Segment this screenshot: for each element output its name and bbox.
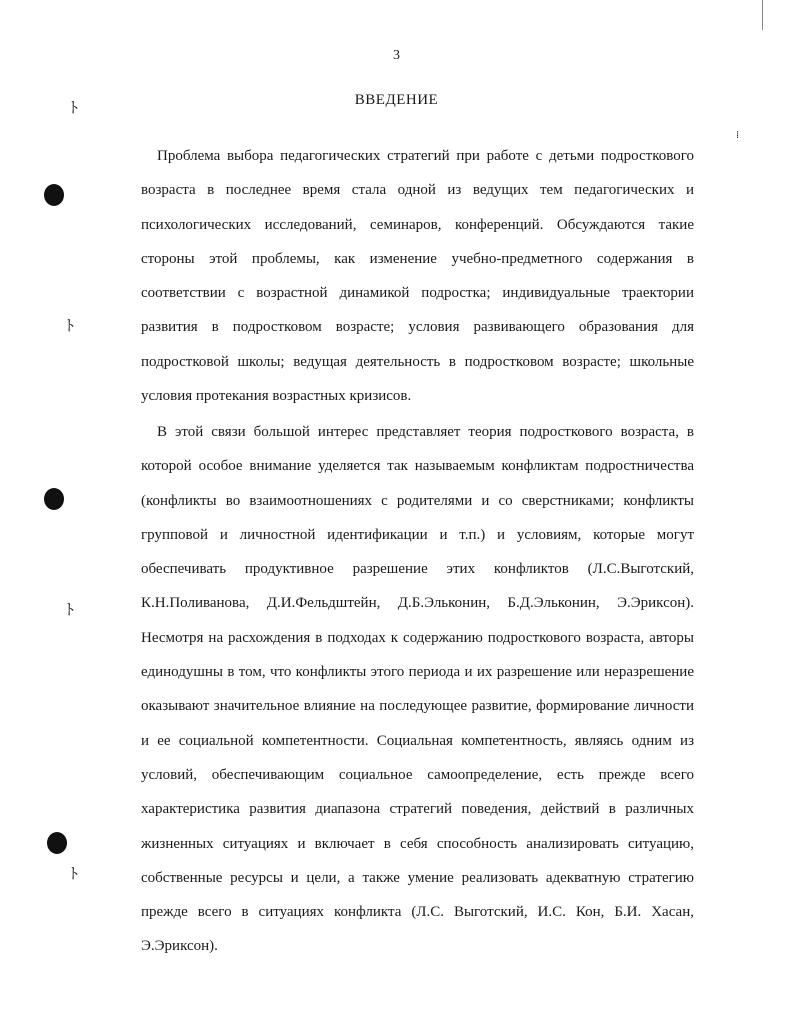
paragraph-line: характеристика развития диапазона стратегий поведения, действий в различных bbox=[141, 801, 694, 818]
paragraph-line: Проблема выбора педагогических стратегий при работе с детьми подросткового bbox=[157, 148, 694, 164]
page-title: ВВЕДЕНИЕ bbox=[354, 92, 439, 108]
paragraph-line: групповой и личностной идентификации и т.п.) и условиям, которые могут bbox=[141, 526, 694, 543]
paragraph-line: В этой связи большой интерес представляет теория подросткового возраста, в bbox=[157, 424, 694, 440]
scan-edge-mark bbox=[762, 0, 763, 30]
scan-speck-mark: ﾄ bbox=[66, 600, 75, 619]
paragraph-line: единодушны в том, что конфликты этого периода и их разрешение или неразрешение bbox=[141, 664, 694, 681]
binder-hole-mark bbox=[47, 832, 67, 854]
paragraph-line: подростковой школы; ведущая деятельность в подростковом возрасте; школьные bbox=[141, 353, 694, 370]
paragraph-line: (конфликты во взаимоотношениях с родителями и со сверстниками; конфликты bbox=[141, 492, 694, 509]
scan-speck-mark: ﾄ bbox=[70, 864, 79, 883]
paragraph-line: оказывают значительное влияние на последующее развитие, формирование личности bbox=[141, 698, 694, 715]
paragraph-line: жизненных ситуациях и включает в себя способность анализировать ситуацию, bbox=[141, 835, 694, 852]
paragraph-line: стороны этой проблемы, как изменение учебно-предметного содержания в bbox=[141, 250, 694, 267]
paragraph-1 bbox=[141, 139, 694, 413]
paragraph-line: К.Н.Поливанова, Д.И.Фельдштейн, Д.Б.Эльконин, Б.Д.Эльконин, Э.Эриксон). bbox=[141, 595, 694, 612]
paragraph-line: прежде всего в ситуациях конфликта (Л.С. Выготский, И.С. Кон, Б.И. Хасан, bbox=[141, 904, 694, 921]
paragraph-line: собственные ресурсы и цели, а также умение реализовать адекватную стратегию bbox=[141, 869, 694, 886]
binder-hole-mark bbox=[44, 488, 64, 510]
paragraph-line: которой особое внимание уделяется так называемым конфликтам подростничества bbox=[141, 458, 694, 475]
paragraph-line: и ее социальной компетентности. Социальная компетентность, являясь одним из bbox=[141, 732, 694, 749]
page-number: 3 bbox=[393, 48, 400, 63]
paragraph-line: условия протекания возрастных кризисов. bbox=[141, 388, 412, 405]
binder-hole-mark bbox=[44, 184, 64, 206]
paragraph-line: возраста в последнее время стала одной из ведущих тем педагогических и bbox=[141, 182, 694, 199]
paragraph-line: обеспечивать продуктивное разрешение этих конфликтов (Л.С.Выготский, bbox=[141, 561, 694, 578]
scan-speck-mark: ﾄ bbox=[66, 316, 75, 335]
paragraph-line: развития в подростковом возрасте; условия развивающего образования для bbox=[141, 319, 694, 336]
scan-speck-mark: ﾄ bbox=[70, 98, 79, 117]
paragraph-line: Несмотря на расхождения в подходах к содержанию подросткового возраста, авторы bbox=[141, 629, 694, 646]
paragraph-2 bbox=[141, 415, 694, 964]
paragraph-line: Э.Эриксон). bbox=[141, 938, 218, 955]
scan-speck-mark: ⁞ bbox=[736, 130, 740, 141]
paragraph-line: психологических исследований, семинаров, конференций. Обсуждаются такие bbox=[141, 216, 694, 233]
paragraph-line: условий, обеспечивающим социальное самоопределение, есть прежде всего bbox=[141, 766, 694, 783]
paragraph-line: соответствии с возрастной динамикой подростка; индивидуальные траектории bbox=[141, 285, 694, 302]
